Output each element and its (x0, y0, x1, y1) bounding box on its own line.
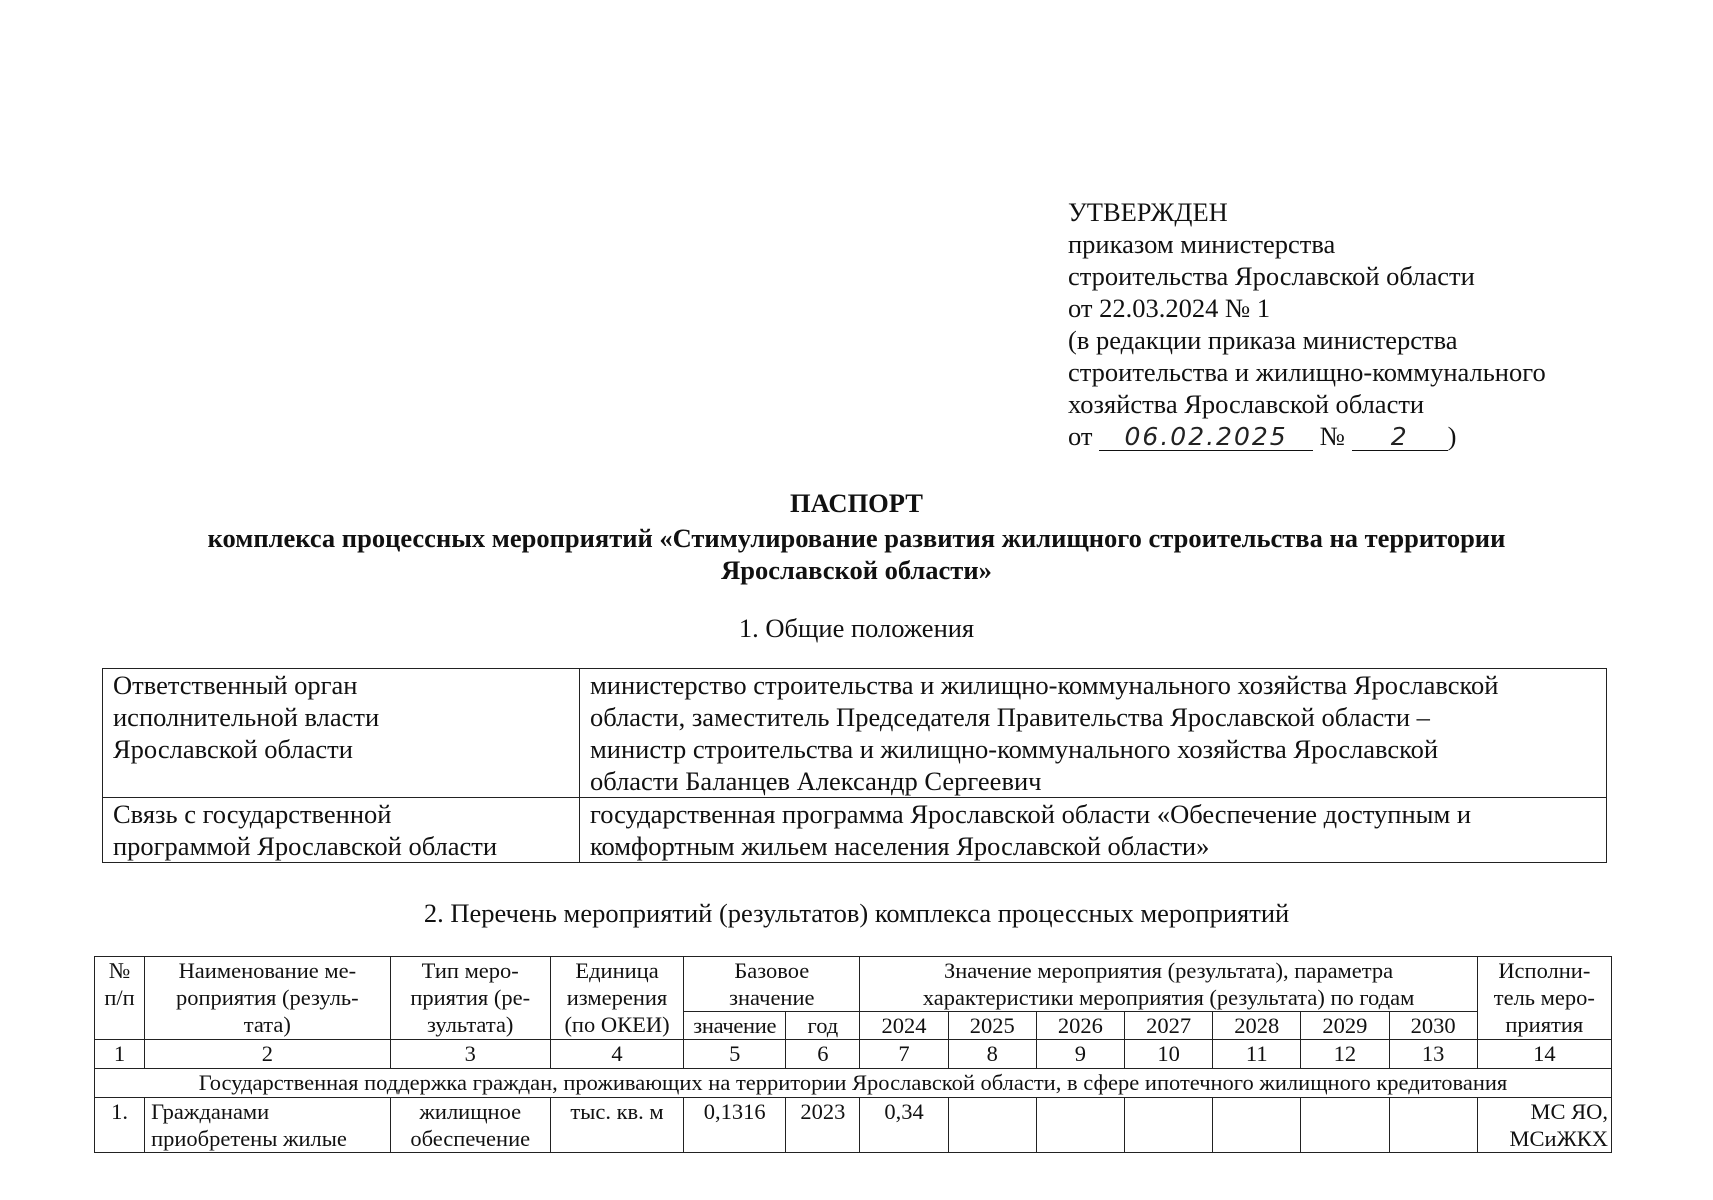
base-year-cell: 2023 (786, 1098, 860, 1153)
document-title: ПАСПОРТ (790, 488, 923, 518)
section-1-heading: 1. Общие положения (738, 613, 975, 643)
header-base-value: значение (684, 1012, 786, 1040)
document-subtitle: комплекса процессных мероприятий «Стимулирование развития жилищного строительства на территории (207, 523, 1506, 553)
value-text: комфортным жильем населения Ярославской области» (590, 831, 1210, 861)
approval-line: строительства и жилищно-коммунального (1068, 357, 1546, 387)
header-text: Тип меро- (421, 958, 519, 983)
activity-name (145, 1098, 390, 1153)
label-cell (103, 669, 580, 798)
header-text: измерения (566, 985, 668, 1010)
group-row (95, 1069, 1612, 1098)
year-value-cell (1124, 1098, 1212, 1153)
value-text: министр строительства и жилищно-коммунального хозяйства Ярославской (590, 734, 1439, 764)
year-value-cell: 0,34 (860, 1098, 948, 1153)
column-number: 13 (1389, 1040, 1477, 1069)
header-year: 2027 (1124, 1012, 1212, 1040)
row-number: 1. (95, 1098, 145, 1153)
label-text: Ярославской области (113, 734, 353, 764)
column-number: 7 (860, 1040, 948, 1069)
unit-cell: тыс. кв. м (550, 1098, 683, 1153)
header-text: характеристики мероприятия (результата) по годам (922, 985, 1415, 1010)
activity-type (390, 1098, 550, 1153)
header-unit (550, 957, 683, 1040)
approval-block (1068, 196, 1546, 452)
approval-heading: УТВЕРЖДЕН (1068, 197, 1228, 227)
header-text: (по ОКЕИ) (564, 1012, 670, 1037)
header-text: п/п (104, 985, 135, 1010)
column-number: 4 (550, 1040, 683, 1069)
label-text: Ответственный орган (113, 670, 358, 700)
label-cell (103, 798, 580, 863)
header-text: Базовое (734, 958, 810, 983)
cell-text: жилищное (419, 1099, 522, 1124)
header-text: зультата) (427, 1012, 514, 1037)
header-base-year: год (786, 1012, 860, 1040)
header-text: значение (729, 985, 815, 1010)
group-title: Государственная поддержка граждан, проживающих на территории Ярославской области, в сфере ипотечного жилищного кредитования (95, 1069, 1612, 1098)
label-text: Связь с государственной (113, 799, 392, 829)
value-cell (580, 669, 1607, 798)
header-text: приятия (ре- (410, 985, 531, 1010)
year-value-cell (1213, 1098, 1301, 1153)
label-text: исполнительной власти (113, 702, 380, 732)
activities-table (94, 956, 1612, 1153)
column-number: 3 (390, 1040, 550, 1069)
value-text: области Баланцев Александр Сергеевич (590, 766, 1042, 796)
header-year: 2026 (1036, 1012, 1124, 1040)
column-number: 11 (1213, 1040, 1301, 1069)
header-year: 2030 (1389, 1012, 1477, 1040)
column-number-row (95, 1040, 1612, 1069)
header-text: Исполни- (1498, 958, 1591, 983)
header-row (95, 957, 1612, 1012)
header-type (390, 957, 550, 1040)
column-number: 9 (1036, 1040, 1124, 1069)
cell-text: МС ЯО, (1530, 1099, 1608, 1124)
header-text: Единица (575, 958, 659, 983)
closing-paren: ) (1447, 421, 1457, 451)
header-year: 2025 (948, 1012, 1036, 1040)
year-value-cell (1301, 1098, 1389, 1153)
header-num (95, 957, 145, 1040)
value-text: государственная программа Ярославской области «Обеспечение доступным и (590, 799, 1472, 829)
year-value-cell (1389, 1098, 1477, 1153)
header-year: 2029 (1301, 1012, 1389, 1040)
header-text: Наименование ме- (178, 958, 357, 983)
header-year: 2024 (860, 1012, 948, 1040)
column-number: 1 (95, 1040, 145, 1069)
approval-line: строительства Ярославской области (1068, 261, 1475, 291)
table-row (95, 1098, 1612, 1153)
from-prefix: от (1068, 421, 1093, 451)
header-executor (1477, 957, 1611, 1040)
column-number: 12 (1301, 1040, 1389, 1069)
table-row (103, 669, 1607, 798)
header-text: роприятия (резуль- (175, 985, 359, 1010)
cell-text: обеспечение (410, 1126, 531, 1151)
general-provisions-table (102, 668, 1607, 863)
cell-text: Гражданами (151, 1099, 270, 1124)
header-text: приятия (1505, 1012, 1584, 1037)
handwritten-number: 2 (1352, 424, 1448, 451)
header-text: тата) (243, 1012, 291, 1037)
base-value-cell: 0,1316 (684, 1098, 786, 1153)
header-year: 2028 (1213, 1012, 1301, 1040)
table-row (103, 798, 1607, 863)
header-name (145, 957, 390, 1040)
column-number: 5 (684, 1040, 786, 1069)
header-base (684, 957, 860, 1012)
value-text: области, заместитель Председателя Правительства Ярославской области – (590, 702, 1430, 732)
column-number: 8 (948, 1040, 1036, 1069)
column-number: 6 (786, 1040, 860, 1069)
column-number: 2 (145, 1040, 390, 1069)
approval-line: приказом министерства (1068, 229, 1336, 259)
value-text: министерство строительства и жилищно-коммунального хозяйства Ярославской (590, 670, 1499, 700)
header-values (860, 957, 1477, 1012)
executor-cell (1477, 1098, 1611, 1153)
column-number: 10 (1124, 1040, 1212, 1069)
year-value-cell (948, 1098, 1036, 1153)
year-value-cell (1036, 1098, 1124, 1153)
approval-line: от 22.03.2024 № 1 (1068, 293, 1271, 323)
header-text: тель меро- (1493, 985, 1595, 1010)
header-text: № (108, 958, 131, 983)
label-text: программой Ярославской области (113, 831, 498, 861)
value-cell (580, 798, 1607, 863)
cell-text: МСиЖКХ (1509, 1126, 1608, 1151)
number-sign: № (1319, 421, 1346, 451)
column-number: 14 (1477, 1040, 1611, 1069)
approval-line: хозяйства Ярославской области (1068, 389, 1425, 419)
cell-text: приобретены жилые (151, 1126, 347, 1151)
header-text: Значение мероприятия (результата), параметра (943, 958, 1394, 983)
section-2-heading: 2. Перечень мероприятий (результатов) комплекса процессных мероприятий (423, 898, 1290, 928)
handwritten-date: 06.02.2025 (1099, 424, 1313, 451)
approval-line: (в редакции приказа министерства (1068, 325, 1458, 355)
approval-amendment-line (1068, 420, 1546, 452)
document-subtitle-cont: Ярославской области» (721, 555, 992, 585)
